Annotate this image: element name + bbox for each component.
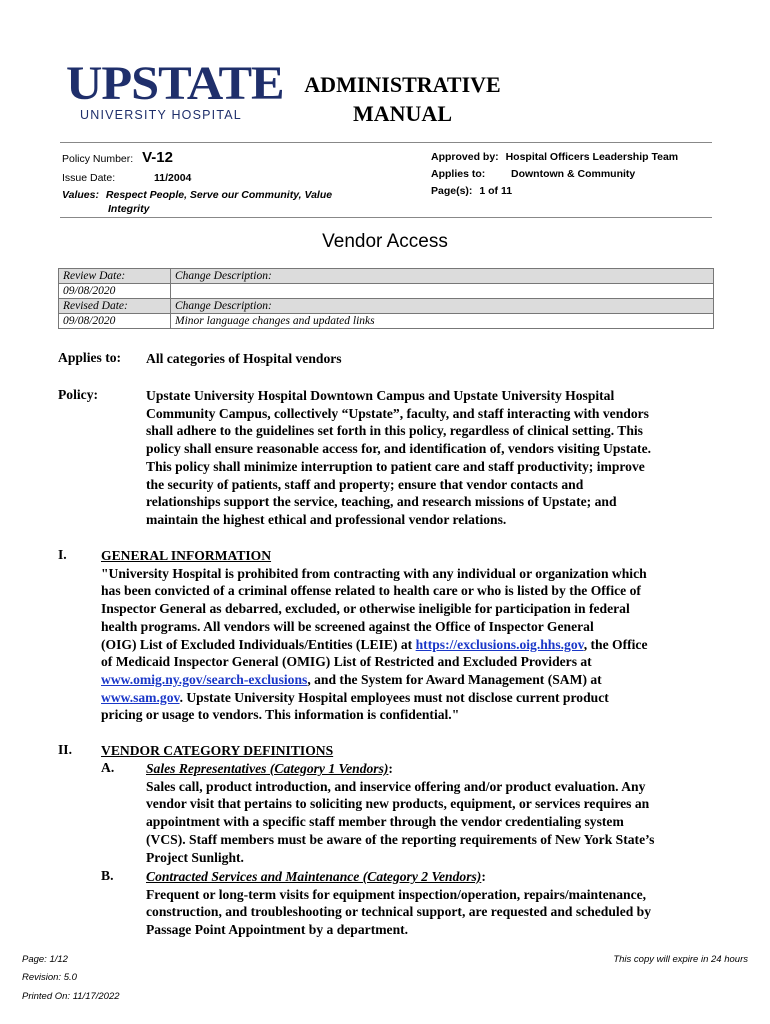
values-line-2: Integrity xyxy=(108,203,150,215)
header-divider xyxy=(60,142,712,143)
issue-date: 11/2004 xyxy=(154,172,192,184)
subsection-b-line: Passage Point Appointment by a department. xyxy=(146,922,409,938)
values-label: Values: xyxy=(62,189,99,201)
section-1-text: , the Office xyxy=(583,636,648,652)
pages-value: 1 of 11 xyxy=(479,185,513,197)
values-block xyxy=(62,188,382,216)
issue-date-label: Issue Date: xyxy=(62,172,116,184)
meta-divider xyxy=(60,217,712,218)
section-1-line xyxy=(101,689,647,707)
subsection-a-heading: Sales Representatives (Category 1 Vendors) xyxy=(146,761,389,776)
section-1-text: (OIG) List of Excluded Individuals/Entities (LEIE) at xyxy=(101,636,416,652)
revised-date: 09/08/2020 xyxy=(59,314,171,329)
policy-line: policy shall ensure reasonable access for, and identification of, vendors visiting Upstate. xyxy=(146,441,651,457)
applies-to-meta-row xyxy=(431,167,636,181)
policy-label: Policy: xyxy=(58,387,99,402)
manual-title xyxy=(300,70,505,128)
policy-number-row xyxy=(62,151,173,166)
section-1-line xyxy=(101,636,647,654)
omig-exclusions-link[interactable]: www.omig.ny.gov/search-exclusions xyxy=(101,671,308,687)
policy-text xyxy=(146,387,651,529)
subsection-b-colon: : xyxy=(481,869,486,884)
revised-date-label: Revised Date: xyxy=(59,299,171,314)
subsection-a-line: vendor visit that pertains to soliciting new products, equipment, or services requires an xyxy=(146,796,650,812)
section-1-line: of Medicaid Inspector General (OMIG) List of Restricted and Excluded Providers at xyxy=(101,654,592,670)
table-row xyxy=(59,284,714,299)
applies-to-meta-label: Applies to: xyxy=(431,168,486,180)
subsection-a-line: (VCS). Staff members must be aware of the reporting requirements of New York State’s xyxy=(146,831,655,847)
table-row xyxy=(59,269,714,284)
approved-by-label: Approved by: xyxy=(431,151,499,163)
section-2-numeral: II. xyxy=(58,742,72,757)
subsection-b-letter: B. xyxy=(101,868,114,883)
subsection-a-colon: : xyxy=(388,761,393,776)
change-description-label: Change Description: xyxy=(171,299,714,314)
section-1-line: has been convicted of a criminal offense related to health care or who is listed by the Office of xyxy=(101,583,641,599)
subsection-b-line: construction, and troubleshooting or technical support, are requested and scheduled by xyxy=(146,904,652,920)
section-1-text: , and the System for Award Management (SAM) at xyxy=(307,671,602,687)
subsection-a-line: Project Sunlight. xyxy=(146,849,244,865)
subsection-b xyxy=(146,868,651,939)
document-title: Vendor Access xyxy=(322,231,448,252)
upstate-logo: UPSTATE xyxy=(66,57,284,110)
review-table xyxy=(58,268,714,329)
table-row xyxy=(59,299,714,314)
review-date: 09/08/2020 xyxy=(59,284,171,299)
policy-line: the security of patients, staff and property; ensure that vendor contacts and xyxy=(146,476,584,492)
logo-subtitle: UNIVERSITY HOSPITAL xyxy=(80,108,242,122)
manual-title-line-1: ADMINISTRATIVE xyxy=(304,72,501,97)
manual-title-line-2: MANUAL xyxy=(353,101,452,126)
approved-by-row xyxy=(431,150,678,164)
section-1-line xyxy=(101,671,647,689)
subsection-a-heading-row xyxy=(146,760,654,778)
policy-line: Upstate University Hospital Downtown Campus and Upstate University Hospital xyxy=(146,388,615,403)
section-1-text: . Upstate University Hospital employees must not disclose current product xyxy=(179,689,609,705)
change-description: Minor language changes and updated links xyxy=(171,314,714,329)
subsection-b-heading: Contracted Services and Maintenance (Category 2 Vendors) xyxy=(146,869,482,884)
policy-number-label: Policy Number: xyxy=(62,153,134,165)
applies-to-label: Applies to: xyxy=(58,350,122,365)
change-description-label: Change Description: xyxy=(171,269,714,284)
section-1-line: "University Hospital is prohibited from contracting with any individual or organization which xyxy=(101,565,647,581)
table-row xyxy=(59,314,714,329)
policy-line: This policy shall minimize interruption to patient care and staff productivity; improve xyxy=(146,458,645,474)
footer-page: Page: 1/12 xyxy=(22,954,68,965)
footer-expiry-notice: This copy will expire in 24 hours xyxy=(613,954,748,965)
subsection-a xyxy=(146,760,654,866)
policy-line: maintain the highest ethical and professional vendor relations. xyxy=(146,511,507,527)
policy-line: shall adhere to the guidelines set forth in this policy, regardless of clinical setting. This xyxy=(146,423,643,439)
values-line-1: Respect People, Serve our Community, Value xyxy=(105,189,333,201)
subsection-a-line: appointment with a specific staff member through the vendor credentialing system xyxy=(146,814,624,830)
section-1-heading: GENERAL INFORMATION xyxy=(101,548,272,563)
section-1-numeral: I. xyxy=(58,547,67,562)
policy-number: V-12 xyxy=(142,149,173,166)
subsection-b-heading-row xyxy=(146,868,651,886)
section-1-line: health programs. All vendors will be screened against the Office of Inspector General xyxy=(101,618,594,634)
sam-gov-link[interactable]: www.sam.gov xyxy=(101,689,180,705)
review-date-label: Review Date: xyxy=(59,269,171,284)
subsection-b-line: Frequent or long-term visits for equipment inspection/operation, repairs/maintenance, xyxy=(146,886,647,902)
pages-row xyxy=(431,184,512,198)
subsection-a-letter: A. xyxy=(101,760,115,775)
approved-by: Hospital Officers Leadership Team xyxy=(505,151,679,163)
issue-date-row xyxy=(62,171,192,185)
footer-revision: Revision: 5.0 xyxy=(22,972,77,983)
policy-line: Community Campus, collectively “Upstate”, faculty, and staff interacting with vendors xyxy=(146,405,649,421)
policy-line: relationships support the service, teaching, and research missions of Upstate; and xyxy=(146,494,617,510)
section-1-line: Inspector General as debarred, excluded, or otherwise ineligible for participation in federal xyxy=(101,601,630,617)
change-description xyxy=(171,284,714,299)
applies-to-text: All categories of Hospital vendors xyxy=(146,351,342,366)
section-1-line: pricing or usage to vendors. This information is confidential." xyxy=(101,707,460,723)
subsection-a-line: Sales call, product introduction, and inservice offering and/or product evaluation. Any xyxy=(146,778,646,794)
applies-to-meta: Downtown & Community xyxy=(511,168,636,180)
section-1-body xyxy=(101,547,647,724)
oig-exclusions-link[interactable]: https://exclusions.oig.hhs.gov xyxy=(415,636,584,652)
footer-printed-on: Printed On: 11/17/2022 xyxy=(22,991,120,1002)
pages-label: Page(s): xyxy=(431,185,473,197)
section-2-heading: VENDOR CATEGORY DEFINITIONS xyxy=(101,743,334,758)
